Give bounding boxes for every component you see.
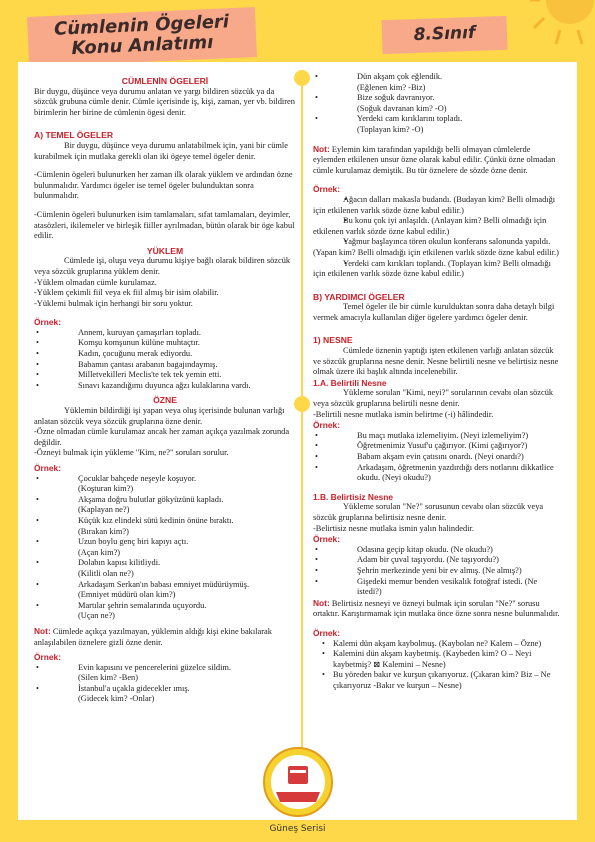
example-question: (Bırakan kim?) (78, 526, 129, 536)
example-question: (Soğuk davranan kim? -O) (357, 103, 447, 113)
example-text: Uzun boylu genç biri kapıyı açtı. (78, 537, 189, 547)
note-text: Belirtisiz nesneyi ve özneyi bulmak için sorulan "Ne?" sorusu ortaktır. Karıştırmamak için mutlaka önce özne sonra nesne bulunmalıdır. (313, 598, 560, 619)
paragraph: Yükleme sorulan "Kimi, neyi?" sorularının cevabı olan sözcük veya sözcük gruplarına belirtili nesne denir. (313, 388, 554, 409)
list-item (34, 558, 296, 579)
example-question: (Açan kim?) (78, 547, 121, 557)
list-item: • Kalemini dün akşam kaybetmiş. (Kaybeden kim? O – Neyi kaybetmiş? ⊠ Kalemini – Nesne) (321, 649, 563, 670)
list-item (34, 474, 296, 495)
note (34, 626, 296, 648)
list-item: • Yağmur başlayınca tören okulun konferans salonunda yapıldı. (Yapan kim? Belli olmadığı için etkilenen varlık sözde özne kabul edilir.) (313, 237, 563, 258)
paragraph: -Belirtili nesne mutlaka ismin belirtme (-i) hâlindedir. (313, 409, 494, 419)
example-text: Dün akşam çok eğlendik. (357, 72, 443, 81)
list-item: • Milletvekilleri Meclis'te tek tek yemin etti. (34, 370, 296, 381)
example-list (313, 431, 563, 484)
paragraph: Yüklemin bildirdiği işi yapan veya oluş içerisinde bulunan varlığı anlatan sözcük veya sözcük gruplarına özne denir. (34, 406, 285, 426)
list-item: • Şehrin merkezinde yeni bir ev almış. (Ne almış?) (313, 566, 563, 577)
example-question: (Kaplayan ne?) (78, 505, 130, 515)
example-label: Örnek: (313, 627, 340, 638)
paragraph: -Cümlenin ögeleri bulunurken her zaman ilk olarak yüklem ve ardından özne bulunmalıdır. Yardımcı ögeler ise temel ögeler bulunduktan sonra bulunmalıdır. (34, 170, 293, 201)
list-item (313, 72, 563, 93)
sun-icon (530, 0, 595, 50)
note-label: Not: (313, 597, 330, 608)
list-item: • Komşu komşunun külüne muhtaçtır. (34, 338, 296, 349)
list-item (34, 663, 296, 684)
right-column (313, 72, 563, 691)
section-heading: CÜMLENİN ÖGELERİ (121, 76, 209, 86)
divider-dot (294, 70, 310, 86)
example-text: İstanbul'a uçakla gidecekler ımış. (78, 683, 190, 693)
example-question: (Kilitli olan ne?) (78, 568, 134, 578)
paragraph: -Cümlenin ögeleri bulunurken isim tamlamaları, sıfat tamlamaları, deyimler, atasözleri, ikilemeler ve birleşik fiiller ayrılmadan, bütün olarak bir öge kabul edilir. (34, 209, 295, 241)
list-item (34, 537, 296, 558)
list-item: • Bu maçı mutlaka izlemeliyim. (Neyi izlemeliyim?) (313, 431, 563, 442)
example-question: (Toplayan kim? -O) (357, 124, 424, 134)
list-item: • Odasına geçip kitap okudu. (Ne okudu?) (313, 545, 563, 556)
list-item (313, 93, 563, 114)
paragraph: -Belirtisiz nesne mutlaka ismin yalın halindedir. (313, 523, 474, 533)
column-divider (301, 70, 303, 810)
example-list (313, 639, 563, 692)
example-label: Örnek: (34, 317, 61, 328)
paragraph: Bir duygu, düşünce veya durumu anlatabilmek için, yani bir cümle kurabilmek için mutlaka gerekli olan iki ögeye temel ögeler denir. (34, 140, 288, 161)
paragraph: Cümlede öznenin yaptığı işten etkilenen varlığı anlatan sözcük ve sözcük gruplarına nesne denir. Nesne belirtili nesne ve belirtisiz nesne olmak üzere iki başlık altında incelenebilir. (313, 346, 559, 377)
note-text: Eylemin kim tarafından yapıldığı belli olmayan cümlelerde eylemden etkilenen unsur özne olarak kabul edilir. Çünkü özne olmadan cümle kurulamaz demiştik. Bu tür öznelere de sözde özne denir. (313, 144, 556, 175)
example-list (313, 545, 563, 598)
paragraph: -Özneyi bulmak için yükleme "Kim, ne?" soruları sorulur. (34, 448, 229, 458)
list-item (34, 580, 296, 601)
list-item: • Ağacın dalları makasla budandı. (Budayan kim? Belli olmadığı için etkilenen varlık sözde özne kabul edilir.) (313, 195, 563, 216)
list-item: • Arkadaşım, öğretmenin yazdırdığı ders notlarını dikkatlice okudu. (Neyi okudu?) (313, 463, 563, 484)
example-text: Martılar şehrin semalarında uçuyordu. (78, 600, 207, 610)
rule-line: -Yüklem çekimli fiil veya ek fiil almış bir isim olabilir. (34, 288, 219, 298)
title-line-1: Cümlenin Ögeleri (53, 11, 230, 40)
list-item: • Bu konu çok iyi anlaşıldı. (Anlayan kim? Belli olmadığı için etkilenen varlık sözde özne kabul edilir.) (313, 216, 563, 237)
title-line-2: Konu Anlatımı (71, 31, 214, 60)
example-label: Örnek: (34, 463, 61, 473)
example-label: Örnek: (34, 652, 61, 663)
example-question: (Emniyet müdürü olan kim?) (78, 590, 176, 600)
list-item: • Kadın, çocuğunu merak ediyordu. (34, 349, 296, 360)
example-list (34, 328, 296, 392)
list-item: • Babam akşam evin çatısını onardı. (Neyi onardı?) (313, 452, 563, 463)
list-item (34, 495, 296, 516)
list-item: • Kalemi dün akşam kaybolmuş. (Kaybolan ne? Kalem – Özne) (321, 639, 563, 650)
list-item: • Adam bir çuval taşıyordu. (Ne taşıyordu?) (313, 555, 563, 566)
note-label: Not: (313, 143, 330, 154)
divider-dot (294, 396, 310, 412)
example-text: Akşama doğru bulutlar gökyüzünü kapladı. (78, 494, 224, 504)
grade-label: 8.Sınıf (413, 22, 476, 46)
note-label: Not: (34, 625, 51, 636)
example-question: (Gidecek kim? -Onlar) (78, 694, 155, 704)
section-heading: 1.B. Belirtisiz Nesne (313, 491, 394, 502)
section-heading: YÜKLEM (146, 245, 184, 256)
list-item: • Yerdeki cam kırıkları toplandı. (Toplayan kim? Belli olmadığı için etkilenen varlık sözde özne kabul edilir.) (313, 259, 563, 280)
list-item: • Sınavı kazandığımı duyunca ağzı kulaklarına vardı. (34, 381, 296, 392)
example-list (313, 195, 563, 280)
note (313, 598, 563, 620)
paragraph: -Özne olmadan cümle kurulamaz ancak her zaman açıkça yazılmak zorunda değildir. (34, 427, 290, 447)
example-question: (Eğlenen kim? -Biz) (357, 82, 426, 92)
list-item: • Babamın çantası arabanın bagajındaymış. (34, 360, 296, 371)
example-text: Arkadaşım Serkan'ın babası emniyet müdürüymüş. (78, 579, 250, 589)
list-item (34, 601, 296, 622)
paragraph: Bir duygu, düşünce veya durumu anlatan ve yargı bildiren sözcük ya da sözcük grubuna cümle denir. Cümle içerisinde iş, kişi, zaman, yer vb. bildiren birimlerin her birine de cümlenin ögesi denir. (34, 86, 295, 117)
list-item: • Gişedeki memur benden vesikalık fotoğraf istedi. (Ne istedi?) (313, 577, 563, 598)
school-logo-icon (262, 746, 334, 818)
example-list (34, 663, 296, 705)
example-question: (Koşturan kim?) (78, 484, 134, 494)
section-heading: ÖZNE (153, 395, 177, 406)
section-heading: 1) NESNE (313, 335, 353, 346)
paragraph: Temel ögeler ile bir cümle kurulduktan sonra daha detaylı bilgi vermek amacıyla kullanılan diğer ögelere yardımcı ögeler denir. (313, 302, 555, 322)
example-question: (Silen kim? -Ben) (78, 673, 139, 683)
list-item (34, 516, 296, 537)
example-text: Evin kapısını ve pencerelerini güzelce sildim. (78, 662, 232, 672)
section-heading: B) YARDIMCI ÖGELER (313, 291, 405, 302)
list-item: • Bu yöreden bakır ve kurşun çıkarıyoruz. (Çıkaran kim? Biz – Ne çıkarıyoruz -Bakır ve kurşun – Nesne) (321, 670, 563, 691)
example-label: Örnek: (313, 534, 340, 545)
note (313, 144, 563, 177)
example-question: (Uçan ne?) (78, 611, 115, 621)
section-heading: A) TEMEL ÖGELER (34, 130, 114, 141)
left-column (34, 72, 296, 705)
example-label: Örnek: (313, 184, 340, 195)
example-text: Çocuklar bahçede neşeyle koşuyor. (78, 473, 197, 483)
section-heading: 1.A. Belirtili Nesne (313, 377, 387, 388)
example-label: Örnek: (313, 420, 340, 431)
example-text: Küçük kız elindeki sütü kedinin önüne bıraktı. (78, 515, 234, 525)
note-text: Cümlede açıkça yazılmayan, yüklemin aldığı kişi ekine bakılarak anlaşılabilen öznelere gizli özne denir. (34, 626, 272, 647)
list-item: • Annem, kuruyan çamaşırları topladı. (34, 328, 296, 339)
rule-line: -Yüklem olmadan cümle kurulamaz. (34, 277, 157, 287)
footer-series: Güneş Serisi (269, 824, 326, 834)
example-text: Bize soğuk davranıyor. (357, 93, 435, 103)
paragraph: Yükleme sorulan "Ne?" sorusunun cevabı olan sözcük veya sözcük gruplarına belirtisiz nesne denir. (313, 502, 544, 522)
example-list (313, 72, 563, 136)
paragraph: Cümlede işi, oluşu veya durumu kişiye bağlı olarak bildiren sözcük veya sözcük gruplarına yüklem denir. (34, 256, 291, 276)
list-item: • Öğretmenimiz Yusuf'u çağırıyor. (Kimi çağırıyor?) (313, 441, 563, 452)
example-text: Yerdeki cam kırıklarını topladı. (357, 114, 463, 124)
rule-line: -Yüklemi bulmak için herhangi bir soru yoktur. (34, 298, 193, 308)
example-list (34, 474, 296, 622)
list-item (34, 684, 296, 705)
example-text: Dolabın kapısı kilitliydi. (78, 558, 161, 568)
list-item (313, 114, 563, 135)
